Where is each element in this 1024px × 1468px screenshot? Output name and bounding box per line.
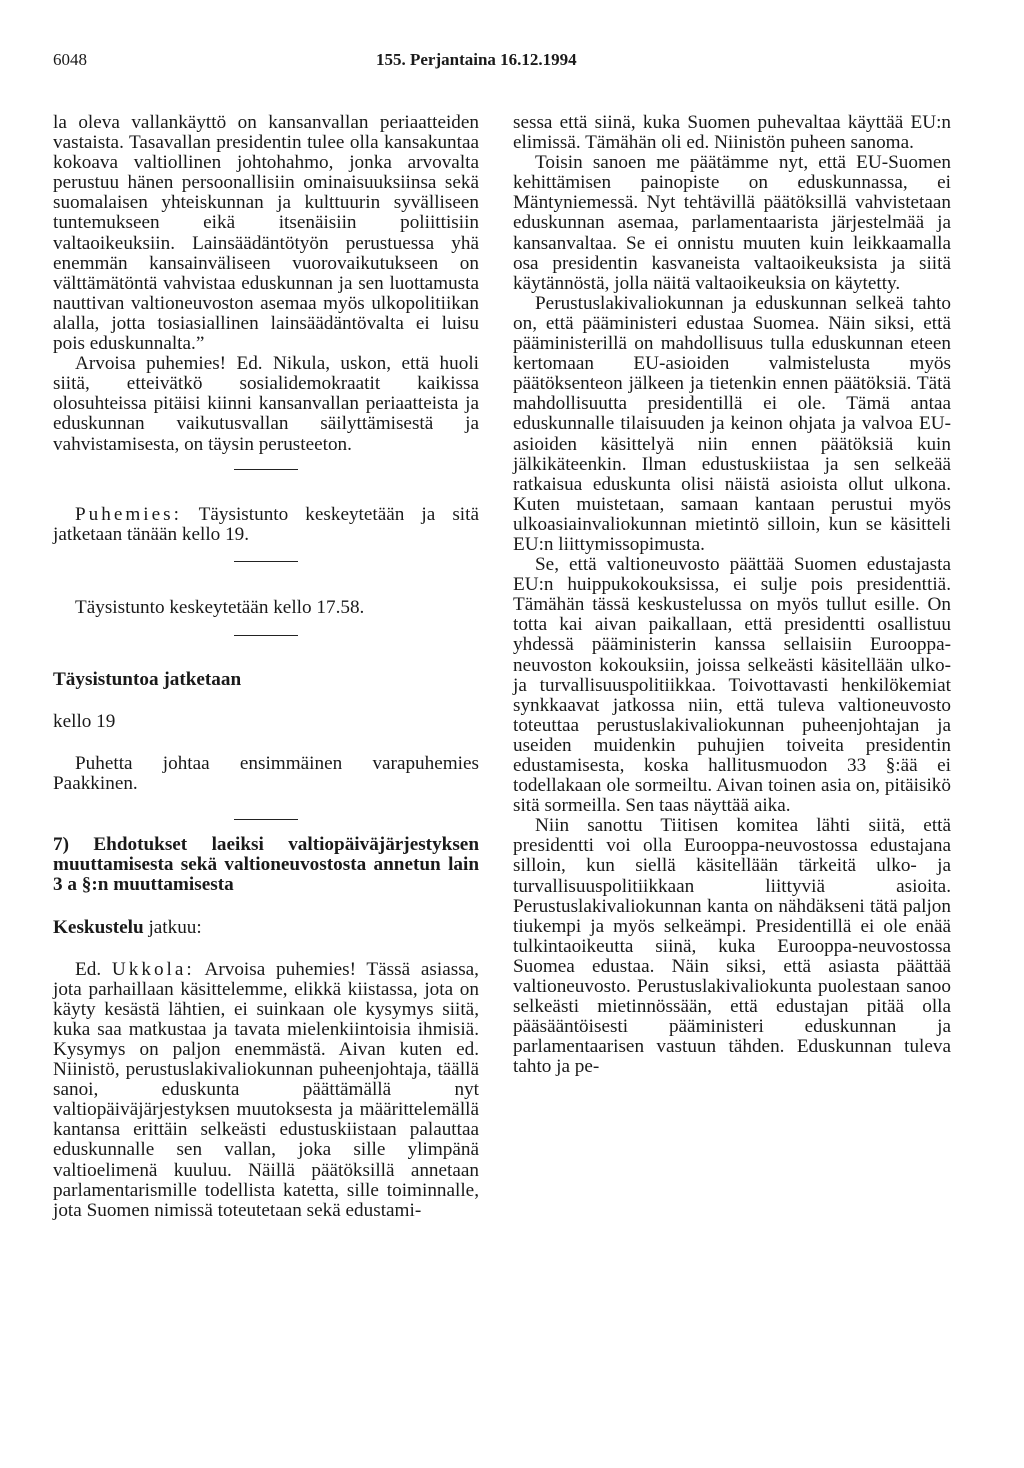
chair-statement [53,505,479,545]
section-divider [234,819,298,820]
speaker-name: Puhemies: [75,503,182,525]
running-head: 155. Perjantaina 16.12.1994 [376,50,577,69]
agenda-item-title: 7) Ehdotukset laeiksi valtiopäiväjärjestyksen muuttamisesta sekä valtioneuvostosta annetun lain 3 a §:n muuttamisesta [53,834,479,896]
paragraph: Se, että valtioneuvosto päättää Suomen edustajasta EU:n huippukokouksissa, ei sulje pois presidenttiä. Tämähän tässä keskustelussa on myös tullut esille. On totta kai aivan paikallaan, että presidentti osallistuu yhdessä pääministerin kanssa sellaisiin Eurooppa-neuvoston kokouksiin, joissa selkeästi käsitellään ulko- ja turvallisuuspolitiikkaa. Toivottavasti henkilökemiat synkkaavat jatkossa niin, että tuleva valtioneuvosto toteuttaa perustuslakivaliokunnan puheenjohtajan ja useiden muidenkin puhujien toiveita presidentin edustamisesta, koska hallitusmuodon 33 §:ää ei todellakaan ole sormeiltu. Aivan toinen asia on, pitäisikö sitä sormeilla. Sen taas näyttää aika. [513,554,951,817]
left-column [53,113,479,1221]
chair-note: Puhetta johtaa ensimmäinen varapuhemies Paakkinen. [53,753,479,795]
statement-text: Täysistunto keskeytetään ja sitä jatketaan tänään kello 19. [53,503,479,545]
paragraph: Toisin sanoen me päätämme nyt, että EU-Suomen kehittämisen painopiste on eduskunnassa, ei Mäntyniemessä. Nyt tehtävillä päätöksillä vahvistetaan eduskunnan asemaa, parlamentaarista järjestelmää ja kansanvaltaa. Se ei onnistu muuten kuin leikkaamalla osa presidentin kasvaneista valtaoikeuksista ja siitä käytännöstä, jolla näitä valtaoikeuksia on käytetty. [513,152,951,294]
paragraph: Niin sanottu Tiitisen komitea lähti siitä, että presidentti voi olla Eurooppa-neuvostossa edustajana silloin, kun siellä käsitellään tärkeitä ulko- ja turvallisuuspolitiikkaan liittyviä asioita. Perustuslakivaliokunnan kanta on nähdäkseni tätä paljon tiukempi ja myös selkeämpi. Presidentillä ei ole enää tulkintaoikeutta siinä, kuka Eurooppa-neuvostossa Suomea edustaa. Näin siksi, että asiasta päättää valtioneuvosto. Perustuslakivaliokunta puolestaan sanoo selkeästi mietinnössään, että edustajan pitää olla pääsääntöisesti pääministeri eduskunnan ja parlamentaarisen vastuun tähden. Eduskunnan tuleva tahto ja pe- [513,815,951,1078]
page-header [53,50,953,74]
debate-label: Keskustelu [53,916,144,938]
suspension-note: Täysistunto keskeytetään kello 17.58. [75,596,365,618]
paragraph: Perustuslakivaliokunnan ja eduskunnan selkeä tahto on, että pääministeri edustaa Suomea. Näin siksi, että pääministerillä on mahdollisuus tulla eduskunnan eteen kertomaan EU-asioiden valmistelusta myös päätöksenteon jälkeen ja tietenkin ennen päätöksiä. Tätä mahdollisuutta presidentillä ei ole. Tämä antaa eduskunnalle tilaisuuden ja keinon ohjata ja valvoa EU-asioiden käsittelyä niin ennen päätöksiä kuin jälkikäteenkin. Ilman edustuskiistaa ja sen selkeää ratkaisua eduskunta olisi näistä asioista ollut ulkona. Kuten muistetaan, samaan kantaan perustui myös ulkoasiainvaliokunnan mietintö silloin, kun se käsitteli EU:n liittymissopimusta. [513,292,951,555]
section-divider [234,469,298,470]
page-number: 6048 [53,50,87,69]
right-column [513,113,951,1078]
paragraph: Arvoisa puhemies! Ed. Nikula, uskon, että huoli siitä, etteivätkö sosialidemokraatit kaikissa olosuhteissa pitäisi kiinni kansanvallan periaatteista ja eduskunnan vaikutusvallan säilyttämisestä ja vahvistamisesta, on täysin perusteeton. [53,353,479,455]
debate-line: Keskustelu jatkuu: [53,916,202,938]
paragraph: la oleva vallankäyttö on kansanvallan periaatteiden vastaista. Tasavallan presidentin tulee olla kansakuntaa kokoava valtiollinen johtohahmo, jonka arvovalta perustuu hänen persoonallisiin ominaisuuksiinsa sekä suomalaisen yhteiskunnan ja kulttuurin syvälliseen tuntemukseen eikä itsenäisiin poliittisiin valtaoikeuksiin. Lainsäädäntötyön perustuessa yhä enemmän kansainväliseen vuorovaikutukseen on välttämätöntä vahvistaa eduskunnan ja sen luottamusta nauttivan valtioneuvoston asemaa myös ulkopolitiikan alalla, jotta tosiasiallinen lainsäädäntövalta ei luisu pois eduskunnalta.” [53,112,479,355]
session-time: kello 19 [53,710,116,732]
section-heading: Täysistuntoa jatketaan [53,668,242,690]
speech-paragraph: Ed. Ukkola: Arvoisa puhemies! Tässä asiassa, jota parhaillaan käsittelemme, elikkä kiistassa, jota on käyty kesästä lähtien, ei suinkaan ole kysymys siitä, kuka saa matkustaa ja tavata mielenkiintoisia ihmisiä. Kysymys on paljon enemmästä. Aivan kuten ed. Niinistö, perustuslakivaliokunnan puheenjohtaja, täällä sanoi, eduskunta päättämällä nyt valtiopäiväjärjestyksen muutoksesta ja määrittelemällä kantansa erittäin selkeästi edustuskiistaan palauttaa eduskunnalle sen vallan, joka sille ylimpänä valtioelimenä kuuluu. Näillä päätöksillä annetaan parlamentarismille todellista katetta, sille toiminnalle, jota Suomen nimissä toteutetaan sekä edustami- [53,958,479,1221]
section-divider [234,561,298,562]
section-divider [234,635,298,636]
paragraph: sessa että siinä, kuka Suomen puhevaltaa käyttää EU:n elimissä. Tämähän oli ed. Niinistön puheen sanoma. [513,112,951,154]
speech-text: Arvoisa puhemies! Tässä asiassa, jota parhaillaan käsittelemme, elikkä kiistassa, jota on käyty kesästä lähtien, ei suinkaan ole kysymys siitä, kuka saa matkustaa ja tavata mielenkiintoisia ihmisiä. Kysymys on paljon enemmästä. Aivan kuten ed. Niinistö, perustuslakivaliokunnan puheenjohtaja, täällä sanoi, eduskunta päättämällä nyt valtiopäiväjärjestyksen muutoksesta ja määrittelemällä kantansa erittäin selkeästi edustuskiistaan palauttaa eduskunnalle sen vallan, joka sille ylimpänä valtioelimenä kuuluu. Näillä päätöksillä annetaan parlamentarismille todellista katetta, sille toiminnalle, jota Suomen nimissä toteutetaan sekä edustami- [53,958,479,1221]
speaker-name: Ukkola: [111,958,195,980]
